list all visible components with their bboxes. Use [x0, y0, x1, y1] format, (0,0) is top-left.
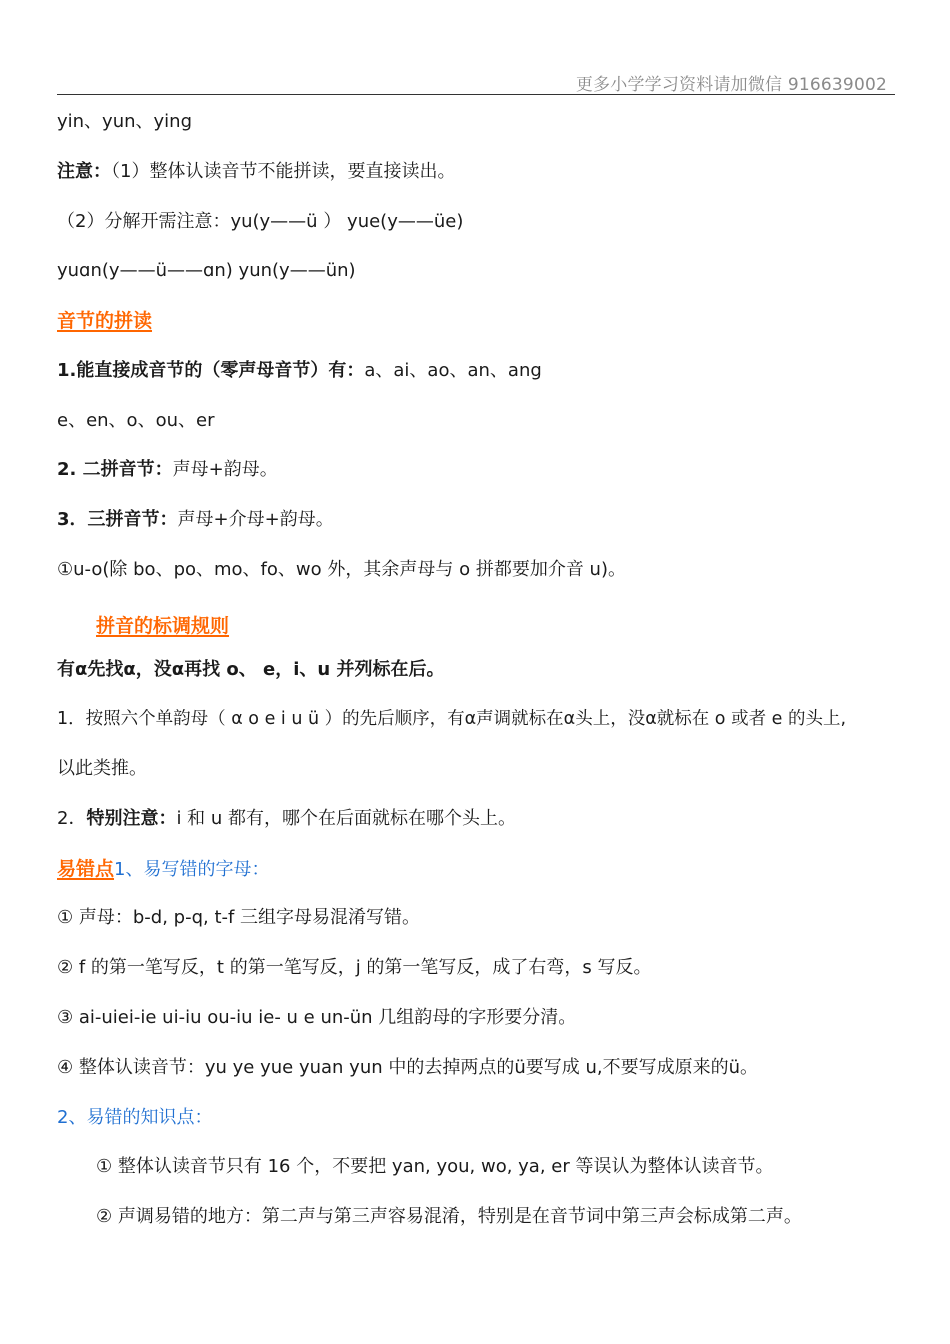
- rule-label: 3．三拼音节：: [57, 509, 178, 530]
- subheading-error-knowledge: 2、易错的知识点：: [57, 1107, 213, 1128]
- section-subtitle: 1、易写错的字母：: [114, 859, 270, 880]
- section-heading-common-errors: [57, 857, 269, 882]
- section-title: 拼音的标调规则: [96, 615, 230, 637]
- text-line: （2）分解开需注意：yu(y——ü ） yue(y——üe): [57, 211, 464, 232]
- rule-line: [57, 458, 278, 482]
- special-note-label: 特别注意：: [86, 808, 177, 829]
- rule-label: 2. 二拼音节：: [57, 459, 173, 480]
- rule-text: a、ai、ao、an、ang: [364, 360, 542, 381]
- list-item: ④ 整体认读音节：yu ye yue yuan yun 中的去掉两点的ü要写成 u,不要写成原来的ü。: [57, 1057, 759, 1078]
- list-item: ① 声母：b-d, p-q, t-f 三组字母易混淆写错。: [57, 907, 421, 928]
- tone-rule-summary: 有α先找α，没α再找 o、 e，i、u 并列标在后。: [57, 659, 445, 680]
- text-line: yuɑn(y——ü——ɑn) yun(y——ün): [57, 260, 356, 281]
- section-title: 易错点: [57, 858, 115, 880]
- list-item: ② 声调易错的地方：第二声与第三声容易混淆，特别是在音节词中第三声会标成第二声。: [96, 1206, 802, 1227]
- rule-text: 声母+韵母。: [172, 459, 278, 480]
- rule-text: 声母+介母+韵母。: [177, 509, 334, 530]
- list-item: ② f 的第一笔写反，t 的第一笔写反，j 的第一笔写反，成了右弯，s 写反。: [57, 957, 652, 978]
- rule-line: [57, 508, 334, 532]
- section-heading-tone-rules: [96, 614, 229, 639]
- rule-label: 1.能直接成音节的（零声母音节）有：: [57, 360, 365, 381]
- rule-line: [57, 359, 542, 383]
- list-item: ① 整体认读音节只有 16 个，不要把 yan, you, wo, ya, er 等误认为整体认读音节。: [96, 1156, 774, 1177]
- special-note-line: [57, 807, 516, 831]
- list-item: ③ ai-uiei-ie ui-iu ou-iu ie- u e un-ün 几组韵母的字形要分清。: [57, 1007, 577, 1028]
- page-header: [57, 68, 895, 95]
- header-contact-text: 更多小学学习资料请加微信 916639002: [575, 75, 887, 95]
- text-line: e、en、o、ou、er: [57, 410, 215, 431]
- note-label: 注意：: [57, 161, 111, 182]
- text-line: yin、yun、ying: [57, 111, 193, 132]
- note-text: （1）整体认读音节不能拼读，要直接读出。: [111, 161, 456, 182]
- note-line: [57, 160, 455, 184]
- section-heading-syllable-reading: [57, 309, 152, 334]
- text-line: 1．按照六个单韵母（ α o e i u ü ）的先后顺序，有α声调就标在α头上，没α就标在 o 或者 e 的头上,: [57, 709, 847, 729]
- text-line: ①u-o(除 bo、po、mo、fo、wo 外，其余声母与 o 拼都要加介音 u)。: [57, 559, 626, 580]
- special-note-text: i 和 u 都有，哪个在后面就标在哪个头上。: [176, 808, 517, 829]
- text-line: 以此类推。: [57, 758, 147, 779]
- section-title: 音节的拼读: [57, 310, 153, 332]
- special-note-prefix: 2．: [57, 808, 87, 829]
